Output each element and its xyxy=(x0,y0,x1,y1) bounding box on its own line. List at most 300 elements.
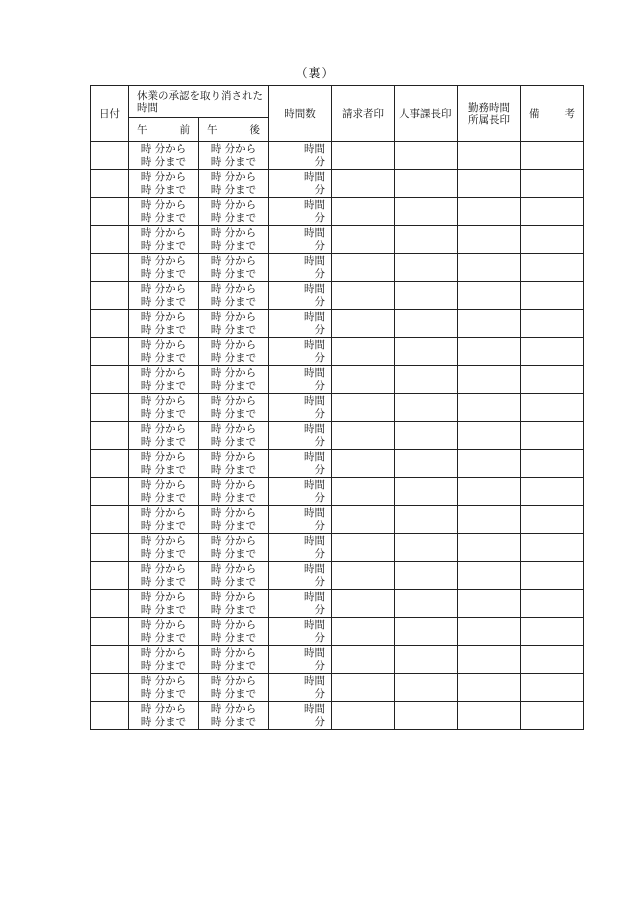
pm-from: 時 分から xyxy=(210,506,257,519)
pm-to: 時 分まで xyxy=(210,323,257,336)
pm-time-cell[interactable] xyxy=(199,674,269,702)
header-hours: 時間数 xyxy=(269,86,332,142)
date-cell[interactable] xyxy=(91,506,129,534)
date-cell[interactable] xyxy=(91,170,129,198)
leave-cancellation-table xyxy=(90,85,584,730)
pm-time-cell[interactable] xyxy=(199,142,269,170)
requester-seal-cell[interactable] xyxy=(332,254,395,282)
am-to: 時 分まで xyxy=(140,407,187,420)
date-cell[interactable] xyxy=(91,254,129,282)
work-time-seal-cell[interactable] xyxy=(458,142,521,170)
am-to: 時 分まで xyxy=(140,323,187,336)
pm-time-cell[interactable] xyxy=(199,198,269,226)
minutes-label: 分 xyxy=(314,519,325,532)
hours-cell[interactable] xyxy=(269,170,332,198)
hours-label: 時間 xyxy=(304,646,325,659)
pm-time-cell[interactable] xyxy=(199,366,269,394)
am-time-cell[interactable] xyxy=(129,590,199,618)
hr-chief-seal-cell[interactable] xyxy=(395,170,458,198)
requester-seal-cell[interactable] xyxy=(332,534,395,562)
hours-cell[interactable] xyxy=(269,142,332,170)
remarks-cell[interactable] xyxy=(521,562,584,590)
pm-from: 時 分から xyxy=(210,310,257,323)
hours-label: 時間 xyxy=(304,170,325,183)
hours-cell[interactable] xyxy=(269,506,332,534)
remarks-cell[interactable] xyxy=(521,422,584,450)
requester-seal-cell[interactable] xyxy=(332,506,395,534)
requester-seal-cell[interactable] xyxy=(332,590,395,618)
am-time-cell[interactable] xyxy=(129,394,199,422)
header-pm-1: 午 xyxy=(207,124,218,136)
minutes-label: 分 xyxy=(314,659,325,672)
header-am-1: 午 xyxy=(137,124,148,136)
remarks-cell[interactable] xyxy=(521,450,584,478)
date-cell[interactable] xyxy=(91,394,129,422)
page-title: （裏） xyxy=(295,66,335,80)
pm-to: 時 分まで xyxy=(210,379,257,392)
requester-seal-cell[interactable] xyxy=(332,562,395,590)
table-row xyxy=(91,394,584,422)
pm-to: 時 分まで xyxy=(210,631,257,644)
pm-from: 時 分から xyxy=(210,478,257,491)
hr-chief-seal-cell[interactable] xyxy=(395,254,458,282)
remarks-cell[interactable] xyxy=(521,618,584,646)
requester-seal-cell[interactable] xyxy=(332,142,395,170)
requester-seal-cell[interactable] xyxy=(332,366,395,394)
am-time-cell[interactable] xyxy=(129,310,199,338)
hours-cell[interactable] xyxy=(269,646,332,674)
header-hr-chief-seal: 人事課長印 xyxy=(395,86,458,142)
pm-from: 時 分から xyxy=(210,674,257,687)
hr-chief-seal-cell[interactable] xyxy=(395,198,458,226)
hours-label: 時間 xyxy=(304,422,325,435)
pm-from: 時 分から xyxy=(210,422,257,435)
am-time-cell[interactable] xyxy=(129,646,199,674)
minutes-label: 分 xyxy=(314,463,325,476)
date-cell[interactable] xyxy=(91,646,129,674)
table-row xyxy=(91,618,584,646)
pm-time-cell[interactable] xyxy=(199,422,269,450)
header-remarks xyxy=(521,86,584,142)
hours-cell[interactable] xyxy=(269,394,332,422)
hr-chief-seal-cell[interactable] xyxy=(395,618,458,646)
requester-seal-cell[interactable] xyxy=(332,702,395,730)
pm-from: 時 分から xyxy=(210,226,257,239)
table-row xyxy=(91,702,584,730)
hours-cell[interactable] xyxy=(269,590,332,618)
am-time-cell[interactable] xyxy=(129,226,199,254)
am-time-cell[interactable] xyxy=(129,674,199,702)
hr-chief-seal-cell[interactable] xyxy=(395,366,458,394)
table-row xyxy=(91,198,584,226)
date-cell[interactable] xyxy=(91,366,129,394)
pm-time-cell[interactable] xyxy=(199,226,269,254)
table-row xyxy=(91,562,584,590)
am-from: 時 分から xyxy=(140,450,187,463)
am-time-cell[interactable] xyxy=(129,338,199,366)
table-row xyxy=(91,310,584,338)
pm-to: 時 分まで xyxy=(210,519,257,532)
pm-time-cell[interactable] xyxy=(199,310,269,338)
date-cell[interactable] xyxy=(91,226,129,254)
hr-chief-seal-cell[interactable] xyxy=(395,478,458,506)
hours-cell[interactable] xyxy=(269,450,332,478)
am-time-cell[interactable] xyxy=(129,254,199,282)
pm-time-cell[interactable] xyxy=(199,590,269,618)
work-time-seal-cell[interactable] xyxy=(458,618,521,646)
table-row xyxy=(91,142,584,170)
work-time-seal-cell[interactable] xyxy=(458,198,521,226)
table-row xyxy=(91,450,584,478)
am-to: 時 分まで xyxy=(140,211,187,224)
table-row xyxy=(91,422,584,450)
am-time-cell[interactable] xyxy=(129,534,199,562)
am-to: 時 分まで xyxy=(140,603,187,616)
hours-label: 時間 xyxy=(304,142,325,155)
minutes-label: 分 xyxy=(314,687,325,700)
am-to: 時 分まで xyxy=(140,547,187,560)
hours-label: 時間 xyxy=(304,702,325,715)
am-from: 時 分から xyxy=(140,394,187,407)
pm-from: 時 分から xyxy=(210,394,257,407)
am-to: 時 分まで xyxy=(140,267,187,280)
table-row xyxy=(91,590,584,618)
requester-seal-cell[interactable] xyxy=(332,646,395,674)
am-from: 時 分から xyxy=(140,338,187,351)
hr-chief-seal-cell[interactable] xyxy=(395,450,458,478)
requester-seal-cell[interactable] xyxy=(332,338,395,366)
work-time-seal-cell[interactable] xyxy=(458,702,521,730)
am-from: 時 分から xyxy=(140,366,187,379)
pm-time-cell[interactable] xyxy=(199,534,269,562)
header-date: 日付 xyxy=(91,86,129,142)
hours-label: 時間 xyxy=(304,506,325,519)
am-to: 時 分まで xyxy=(140,183,187,196)
table-row xyxy=(91,338,584,366)
date-cell[interactable] xyxy=(91,478,129,506)
date-cell[interactable] xyxy=(91,310,129,338)
pm-to: 時 分まで xyxy=(210,575,257,588)
pm-time-cell[interactable] xyxy=(199,338,269,366)
hours-cell[interactable] xyxy=(269,618,332,646)
work-time-seal-cell[interactable] xyxy=(458,590,521,618)
hours-label: 時間 xyxy=(304,534,325,547)
hr-chief-seal-cell[interactable] xyxy=(395,674,458,702)
remarks-cell[interactable] xyxy=(521,646,584,674)
work-time-seal-cell[interactable] xyxy=(458,534,521,562)
work-time-seal-cell[interactable] xyxy=(458,254,521,282)
am-time-cell[interactable] xyxy=(129,450,199,478)
remarks-cell[interactable] xyxy=(521,170,584,198)
remarks-cell[interactable] xyxy=(521,478,584,506)
pm-to: 時 分まで xyxy=(210,491,257,504)
hours-cell[interactable] xyxy=(269,674,332,702)
remarks-cell[interactable] xyxy=(521,282,584,310)
pm-to: 時 分まで xyxy=(210,267,257,280)
hr-chief-seal-cell[interactable] xyxy=(395,394,458,422)
pm-time-cell[interactable] xyxy=(199,450,269,478)
remarks-cell[interactable] xyxy=(521,226,584,254)
requester-seal-cell[interactable] xyxy=(332,282,395,310)
date-cell[interactable] xyxy=(91,590,129,618)
hours-label: 時間 xyxy=(304,478,325,491)
am-from: 時 分から xyxy=(140,142,187,155)
requester-seal-cell[interactable] xyxy=(332,674,395,702)
requester-seal-cell[interactable] xyxy=(332,226,395,254)
table-row xyxy=(91,646,584,674)
minutes-label: 分 xyxy=(314,211,325,224)
table-row xyxy=(91,282,584,310)
am-to: 時 分まで xyxy=(140,239,187,252)
hours-label: 時間 xyxy=(304,226,325,239)
am-to: 時 分まで xyxy=(140,155,187,168)
am-to: 時 分まで xyxy=(140,379,187,392)
am-from: 時 分から xyxy=(140,618,187,631)
date-cell[interactable] xyxy=(91,562,129,590)
hours-cell[interactable] xyxy=(269,254,332,282)
work-time-seal-cell[interactable] xyxy=(458,422,521,450)
date-cell[interactable] xyxy=(91,282,129,310)
pm-to: 時 分まで xyxy=(210,715,257,728)
am-from: 時 分から xyxy=(140,310,187,323)
hr-chief-seal-cell[interactable] xyxy=(395,590,458,618)
am-from: 時 分から xyxy=(140,226,187,239)
am-time-cell[interactable] xyxy=(129,366,199,394)
am-to: 時 分まで xyxy=(140,687,187,700)
hr-chief-seal-cell[interactable] xyxy=(395,338,458,366)
minutes-label: 分 xyxy=(314,407,325,420)
work-time-seal-cell[interactable] xyxy=(458,450,521,478)
am-from: 時 分から xyxy=(140,702,187,715)
header-pm xyxy=(199,118,269,142)
header-work-time-seal: 勤務時間所属長印 xyxy=(458,86,521,142)
pm-from: 時 分から xyxy=(210,170,257,183)
hr-chief-seal-cell[interactable] xyxy=(395,422,458,450)
header-am-2: 前 xyxy=(179,124,190,136)
minutes-label: 分 xyxy=(314,603,325,616)
date-cell[interactable] xyxy=(91,422,129,450)
pm-to: 時 分まで xyxy=(210,351,257,364)
minutes-label: 分 xyxy=(314,715,325,728)
date-cell[interactable] xyxy=(91,618,129,646)
date-cell[interactable] xyxy=(91,674,129,702)
hr-chief-seal-cell[interactable] xyxy=(395,534,458,562)
remarks-cell[interactable] xyxy=(521,590,584,618)
requester-seal-cell[interactable] xyxy=(332,478,395,506)
work-time-seal-cell[interactable] xyxy=(458,394,521,422)
hours-label: 時間 xyxy=(304,450,325,463)
am-time-cell[interactable] xyxy=(129,422,199,450)
hr-chief-seal-cell[interactable] xyxy=(395,282,458,310)
hr-chief-seal-cell[interactable] xyxy=(395,310,458,338)
am-to: 時 分まで xyxy=(140,659,187,672)
minutes-label: 分 xyxy=(314,631,325,644)
pm-time-cell[interactable] xyxy=(199,478,269,506)
am-from: 時 分から xyxy=(140,590,187,603)
am-from: 時 分から xyxy=(140,562,187,575)
hours-cell[interactable] xyxy=(269,422,332,450)
work-time-seal-cell[interactable] xyxy=(458,478,521,506)
work-time-seal-cell[interactable] xyxy=(458,646,521,674)
minutes-label: 分 xyxy=(314,295,325,308)
pm-time-cell[interactable] xyxy=(199,394,269,422)
pm-to: 時 分まで xyxy=(210,407,257,420)
remarks-cell[interactable] xyxy=(521,366,584,394)
date-cell[interactable] xyxy=(91,534,129,562)
am-time-cell[interactable] xyxy=(129,142,199,170)
am-from: 時 分から xyxy=(140,534,187,547)
work-time-seal-cell[interactable] xyxy=(458,310,521,338)
date-cell[interactable] xyxy=(91,702,129,730)
am-to: 時 分まで xyxy=(140,519,187,532)
work-time-seal-cell[interactable] xyxy=(458,562,521,590)
hours-label: 時間 xyxy=(304,338,325,351)
hours-label: 時間 xyxy=(304,618,325,631)
hours-label: 時間 xyxy=(304,674,325,687)
hours-cell[interactable] xyxy=(269,702,332,730)
header-am xyxy=(129,118,199,142)
pm-time-cell[interactable] xyxy=(199,170,269,198)
table-row xyxy=(91,674,584,702)
header-remarks-2: 考 xyxy=(564,108,575,120)
date-cell[interactable] xyxy=(91,142,129,170)
minutes-label: 分 xyxy=(314,351,325,364)
work-time-seal-cell[interactable] xyxy=(458,226,521,254)
am-from: 時 分から xyxy=(140,506,187,519)
minutes-label: 分 xyxy=(314,547,325,560)
hours-cell[interactable] xyxy=(269,310,332,338)
date-cell[interactable] xyxy=(91,338,129,366)
pm-from: 時 分から xyxy=(210,366,257,379)
table-row xyxy=(91,170,584,198)
hours-cell[interactable] xyxy=(269,562,332,590)
am-to: 時 分まで xyxy=(140,435,187,448)
hours-label: 時間 xyxy=(304,310,325,323)
am-from: 時 分から xyxy=(140,198,187,211)
am-time-cell[interactable] xyxy=(129,282,199,310)
hr-chief-seal-cell[interactable] xyxy=(395,646,458,674)
requester-seal-cell[interactable] xyxy=(332,310,395,338)
am-time-cell[interactable] xyxy=(129,478,199,506)
remarks-cell[interactable] xyxy=(521,338,584,366)
pm-from: 時 分から xyxy=(210,702,257,715)
table-row xyxy=(91,534,584,562)
minutes-label: 分 xyxy=(314,239,325,252)
requester-seal-cell[interactable] xyxy=(332,618,395,646)
am-from: 時 分から xyxy=(140,170,187,183)
pm-from: 時 分から xyxy=(210,618,257,631)
am-time-cell[interactable] xyxy=(129,562,199,590)
hr-chief-seal-cell[interactable] xyxy=(395,702,458,730)
requester-seal-cell[interactable] xyxy=(332,170,395,198)
remarks-cell[interactable] xyxy=(521,702,584,730)
work-time-seal-cell[interactable] xyxy=(458,674,521,702)
pm-from: 時 分から xyxy=(210,282,257,295)
hr-chief-seal-cell[interactable] xyxy=(395,226,458,254)
pm-from: 時 分から xyxy=(210,534,257,547)
remarks-cell[interactable] xyxy=(521,674,584,702)
pm-time-cell[interactable] xyxy=(199,618,269,646)
pm-from: 時 分から xyxy=(210,590,257,603)
pm-from: 時 分から xyxy=(210,562,257,575)
pm-time-cell[interactable] xyxy=(199,562,269,590)
pm-from: 時 分から xyxy=(210,646,257,659)
remarks-cell[interactable] xyxy=(521,534,584,562)
hours-cell[interactable] xyxy=(269,338,332,366)
minutes-label: 分 xyxy=(314,575,325,588)
pm-time-cell[interactable] xyxy=(199,646,269,674)
am-to: 時 分まで xyxy=(140,715,187,728)
hours-cell[interactable] xyxy=(269,198,332,226)
am-time-cell[interactable] xyxy=(129,198,199,226)
work-time-seal-cell[interactable] xyxy=(458,366,521,394)
work-time-seal-cell[interactable] xyxy=(458,506,521,534)
table-body xyxy=(91,142,584,730)
table-row xyxy=(91,506,584,534)
requester-seal-cell[interactable] xyxy=(332,394,395,422)
pm-to: 時 分まで xyxy=(210,211,257,224)
pm-time-cell[interactable] xyxy=(199,506,269,534)
remarks-cell[interactable] xyxy=(521,142,584,170)
requester-seal-cell[interactable] xyxy=(332,422,395,450)
am-time-cell[interactable] xyxy=(129,506,199,534)
minutes-label: 分 xyxy=(314,323,325,336)
am-from: 時 分から xyxy=(140,422,187,435)
am-to: 時 分まで xyxy=(140,463,187,476)
remarks-cell[interactable] xyxy=(521,198,584,226)
minutes-label: 分 xyxy=(314,491,325,504)
remarks-cell[interactable] xyxy=(521,254,584,282)
remarks-cell[interactable] xyxy=(521,394,584,422)
am-time-cell[interactable] xyxy=(129,618,199,646)
requester-seal-cell[interactable] xyxy=(332,198,395,226)
am-time-cell[interactable] xyxy=(129,170,199,198)
hours-cell[interactable] xyxy=(269,534,332,562)
hours-cell[interactable] xyxy=(269,478,332,506)
hr-chief-seal-cell[interactable] xyxy=(395,562,458,590)
table-row xyxy=(91,366,584,394)
header-requester-seal: 請求者印 xyxy=(332,86,395,142)
am-time-cell[interactable] xyxy=(129,702,199,730)
work-time-seal-cell[interactable] xyxy=(458,282,521,310)
pm-from: 時 分から xyxy=(210,338,257,351)
am-from: 時 分から xyxy=(140,282,187,295)
hr-chief-seal-cell[interactable] xyxy=(395,506,458,534)
work-time-seal-cell[interactable] xyxy=(458,338,521,366)
work-time-seal-cell[interactable] xyxy=(458,170,521,198)
minutes-label: 分 xyxy=(314,435,325,448)
pm-to: 時 分まで xyxy=(210,183,257,196)
pm-to: 時 分まで xyxy=(210,603,257,616)
remarks-cell[interactable] xyxy=(521,310,584,338)
hours-cell[interactable] xyxy=(269,366,332,394)
pm-time-cell[interactable] xyxy=(199,282,269,310)
minutes-label: 分 xyxy=(314,379,325,392)
am-to: 時 分まで xyxy=(140,491,187,504)
hours-cell[interactable] xyxy=(269,226,332,254)
pm-time-cell[interactable] xyxy=(199,254,269,282)
pm-to: 時 分まで xyxy=(210,547,257,560)
pm-to: 時 分まで xyxy=(210,659,257,672)
hr-chief-seal-cell[interactable] xyxy=(395,142,458,170)
remarks-cell[interactable] xyxy=(521,506,584,534)
requester-seal-cell[interactable] xyxy=(332,450,395,478)
hours-cell[interactable] xyxy=(269,282,332,310)
date-cell[interactable] xyxy=(91,198,129,226)
header-remarks-1: 備 xyxy=(529,108,540,120)
date-cell[interactable] xyxy=(91,450,129,478)
pm-time-cell[interactable] xyxy=(199,702,269,730)
